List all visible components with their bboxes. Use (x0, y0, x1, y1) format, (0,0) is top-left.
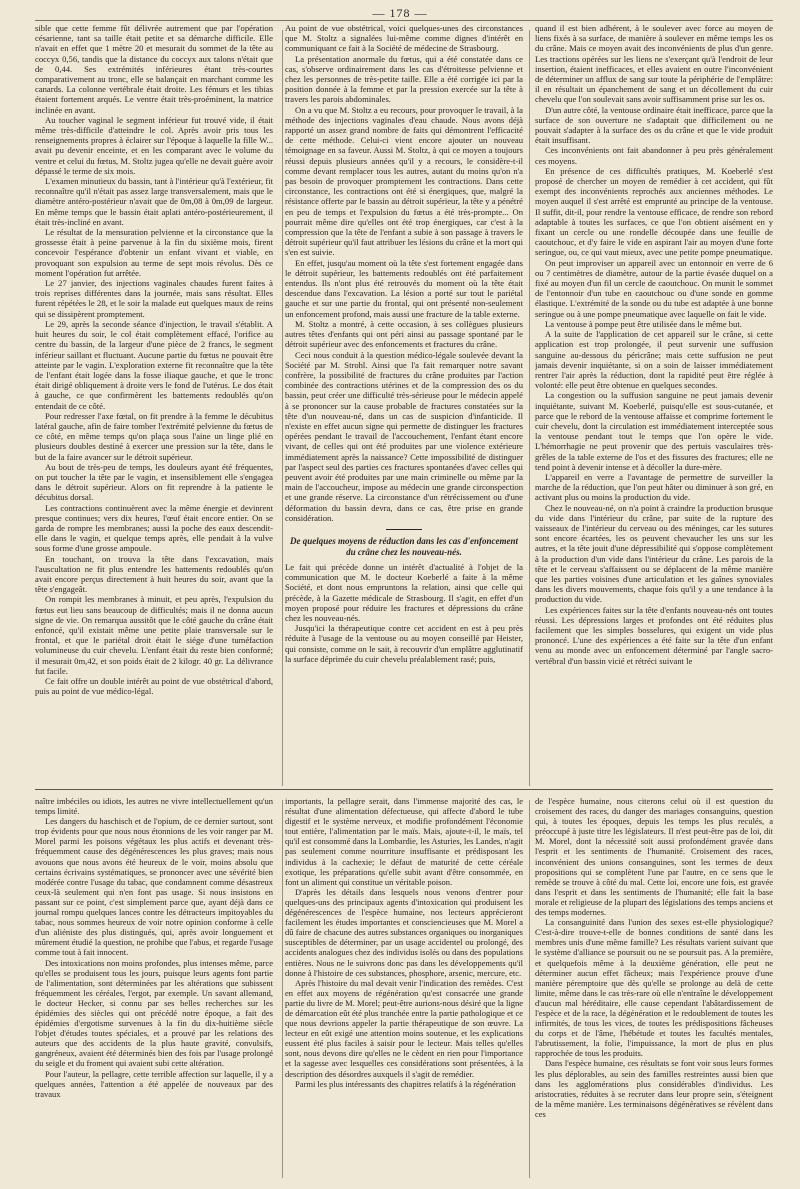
paragraph: de l'espèce humaine, nous citerons celui où il est question du croisement des races, du danger des mariages consanguins, question qui, à toutes les époques, depuis les temps les plus reculés, a préoccupé à juste titre les législateurs. Il n'est peut-être pas de loi, dit M. Morel, dont la nécessité soit aussi profondément gravée dans l'esprit et les sentiments de l'humanité. Croisement des races, inconvénient des unions consanguines, sont les termes de deux propositions qui se complètent l'une par l'autre, en ce sens que le remède se trouve à côté du mal. Cette loi, encore une fois, est gravée dans l'esprit et dans les sentiments de l'humanité; elle fait la base morale et religieuse de la plupart des législations des temps anciens et des temps modernes. (535, 796, 773, 918)
lower-right-column (535, 796, 773, 1181)
paragraph: M. Stoltz a montré, à cette occasion, à ses collègues plusieurs autres têtes d'enfants qui ont péri ainsi au passage spontané par le détroit supérieur avec des enfoncements et fractures du crâne. (285, 318, 523, 350)
column-divider (529, 30, 530, 786)
paragraph: Chez le nouveau-né, on n'a point à craindre la production brusque du vide dans l'intérieur du crâne, par suite de la rupture des vaisseaux de l'intérieur du cerveau ou des méninges, car les sutures sont encore écartées, les os peuvent chevaucher les uns sur les autres, et la tête jouit d'une dépressibilité qui s'oppose complètement à la production d'un vide dans l'intérieur du crâne. Les parois de la tête et le cerveau s'affaissent ou se déplacent de la même manière que les parties voisines d'une articulation et les gaînes synoviales dans les divers mouvements, chaque fois qu'il y a une tendance à la production du vide. (535, 502, 773, 605)
paragraph: L'examen minutieux du bassin, tant à l'intérieur qu'à l'extérieur, fit reconnaître qu'il n'était pas assez large transversalement, mais que le diamètre antéro-postérieur n'avait que de 0m,08 à 0m,09 de largeur. En même temps que le bassin était aplati antéro-postérieurement, il était très-incliné en avant. (35, 176, 273, 227)
column-divider (282, 800, 283, 1178)
lower-columns (35, 796, 773, 1181)
paragraph: En présence de ces difficultés pratiques, M. Koeberlé s'est proposé de chercher un moyen de remédier à cet accident, qui fût exempt des inconvénients reprochés aux anciennes méthodes. Le moyen auquel il s'est arrêté est emprunté au principe de la ventouse. Il suffit, dit-il, pour rendre la ventouse efficace, de rendre son rebord adaptable à toutes les surfaces, ce que l'on obtient aisément en y fixant un cercle ou une rondelle découpée dans une feuille de caoutchouc, et d'y faire le vide en aspirant l'air au moyen d'une forte seringue, ou, ce qui vaut mieux, avec une petite pompe pneumatique. (535, 165, 773, 258)
paragraph: Pour redresser l'axe fœtal, on fit prendre à la femme le décubitus latéral gauche, afin de faire tomber l'extrémité pelvienne du fœtus de ce côté, en même temps qu'on plaça sous l'aine un linge plié en plusieurs doubles destiné à exercer une pression sur la tête, dans le but de la faire avancer sur le détroit supérieur. (35, 410, 273, 462)
paragraph: Au toucher vaginal le segment inférieur fut trouvé vide, il était même très-difficile d'atteindre le col. Après avoir pris tous les renseignements propres à éclairer sur l'époque à laquelle la fille W... avait pu devenir enceinte, et en les comparant avec le volume du ventre et celui du fœtus, M. Stoltz jugea qu'elle ne devait guère avoir dépassé le terme de six mois. (35, 114, 273, 176)
paragraph: On a vu que M. Stoltz a eu recours, pour provoquer le travail, à la méthode des injections vaginales d'eau chaude. Nous avons déjà rapporté un assez grand nombre de faits qui démontrent l'efficacité de cette méthode. Celui-ci vient encore ajouter un nouveau témoignage en sa faveur. Aussi M. Stoltz, à qui ce moyen a toujours réussi depuis plusieurs années qu'il y a recours, le considère-t-il comme devant remplacer tous les autres, autant du moins qu'on n'a pas besoin de provoquer promptement les contractions. Dans cette circonstance, les contractions ont été si énergiques, que, malgré la résistance offerte par le bassin au détroit supérieur, la tête y a pénétré en peu de temps et l'expulsion du fœtus a été très-prompte... On pourrait même dire qu'elles ont été trop énergiques, car c'est à la compression que la tête de l'enfant a subie à son passage à travers le détroit supérieur qu'il faut attribuer les lésions du crâne et la mort qui s'en est suivie. (285, 104, 523, 258)
paragraph: Le 27 janvier, des injections vaginales chaudes furent faites à trois reprises différentes dans la journée, mais sans résultat. Elles furent répétées le 28, et le soir la malade eut quelques maux de reins qui se dissipèrent promptement. (35, 278, 273, 319)
paragraph: Le fait qui précède donne un intérêt d'actualité à l'objet de la communication que M. le docteur Koeberlé a faite à la même Société, et dont nous empruntons la relation, ainsi que celle qui précède, à la Gazette médicale de Strasbourg. Il s'agit, en effet d'un moyen proposé pour réduire les fractures et dépressions du crâne chez les nouveau-nés. (285, 561, 523, 623)
upper-left-column (35, 23, 273, 788)
paragraph: Les expériences faites sur la tête d'enfants nouveau-nés ont toutes réussi. Les dépressions larges et profondes ont été réduites plus facilement que les simples bosselures, qui exigent un vide plus prononcé. L'une des expériences a été faite sur la tête d'un enfant venu au monde avec un enfoncement déterminé par l'angle sacro-vertébral d'un bassin vicié et rétréci suivant le (535, 604, 773, 666)
column-divider (529, 800, 530, 1178)
paragraph: Au point de vue obstétrical, voici quelques-unes des circonstances que M. Stoltz a signalées lui-même comme dignes d'intérêt en communiquant ce fait à la Société de médecine de Strasbourg. (285, 23, 523, 54)
page-number: — 178 — (372, 6, 428, 20)
paragraph: Ce fait offre un double intérêt au point de vue obstétrical d'abord, puis au point de vue médico-légal. (35, 676, 273, 697)
paragraph: importants, la pellagre serait, dans l'immense majorité des cas, le résultat d'une alimentation défectueuse, qui affecte d'abord le tube digestif et le système nerveux, et modifie profondément l'économie tout entière, l'alimentation par le maïs. Mais, ajoute-t-il, le maïs, tel qu'il est consommé dans la Lombardie, les Asturies, les Landes, n'agit pas seulement comme nourriture insuffisante et prédisposant les individus à la cachexie; le défaut de maturité de cette céréale exotique, les préparations qu'elle subit avant d'être consommée, en font un aliment qui constitue un véritable poison. (285, 796, 523, 887)
paragraph: La présentation anormale du fœtus, qui a été constatée dans ce cas, s'observe ordinairement dans les cas d'étroitesse pelvienne et chez les personnes de très-petite taille. Elle a été corrigée ici par la position donnée à la femme et par la pression exercée sur la tête à travers les parois abdominales. (285, 53, 523, 105)
paragraph: Pour l'auteur, la pellagre, cette terrible affection sur laquelle, il y a quelques années, l'attention a été appelée de nouveaux par des travaux (35, 1068, 273, 1099)
lower-middle-column (285, 796, 523, 1181)
header-rule (35, 20, 773, 21)
paragraph: Des intoxications non moins profondes, plus intenses même, parce qu'elles se produisent tous les jours, puisque leurs agents font partie de l'alimentation, sont déterminées par les altérations que subissent fréquemment les céréales, l'ergot, par exemple. Un savant allemand, le docteur Hecker, si connu par ses belles recherches sur les épidémies des siècles qui ont précédé notre époque, a fait des épidémies d'ergotisme survenues à la fin du dix-huitième siècle l'objet d'études toutes spéciales, et a prouvé par les relations des auteurs que des accidents de la plus haute gravité, convulsifs, gangréneux, avaient été déterminés bien des fois par l'usage prolongé du seigle et du froment qui avaient subi cette altération. (35, 957, 273, 1069)
paragraph: Jusqu'ici la thérapeutique contre cet accident en est à peu près réduite à l'usage de la ventouse ou au moyen conseillé par Heister, qui consiste, comme on le sait, à recouvrir d'un emplâtre agglutinatif la surface déprimée du cuir chevelu préalablement rasé; puis, (285, 623, 523, 664)
paragraph: Le 29, après la seconde séance d'injection, le travail s'établit. A huit heures du soir, le col était complètement effacé, l'orifice au centre du bassin, de la largeur d'une pièce de 2 francs, le segment inférieur saillant et fluctuant. Aucune partie du fœtus ne pouvait être atteinte par le vagin. L'exploration externe fit reconnaître que la tête de l'enfant était logée dans la fosse iliaque gauche, et que le tronc était dirigé obliquement à droite vers le fond de l'utérus. Le dos était à gauche, ce que confirmèrent les battements redoublés qu'on entendait de ce côté. (35, 318, 273, 411)
column-divider (282, 30, 283, 786)
paragraph: D'un autre côté, la ventouse ordinaire était inefficace, parce que la surface de son ouverture ne s'adaptait que difficilement ou ne pouvait s'adapter à la surface des os du crâne et que le vide produit était insuffisant. (535, 104, 773, 146)
lower-left-column (35, 796, 273, 1181)
paragraph: La congestion ou la suffusion sanguine ne peut jamais devenir inquiétante, suivant M. Koeberlé, puisqu'elle est sous-cutanée, et parce que le rebord de la ventouse affaisse et comprime fortement le cuir chevelu, dont la circulation est immédiatement interceptée sous la ventouse pendant tout le temps que l'on opère le vide. L'hémorrhagie ne peut provenir que des pertuis vasculaires très-grêles de la table externe de l'os et des fissures des fractures; elle ne tend point à devenir intense et à décoller la dure-mère. (535, 390, 773, 472)
upper-middle-column (285, 23, 523, 788)
paragraph: Ces inconvénients ont fait abandonner à peu près généralement ces moyens. (535, 145, 773, 166)
paragraph: Dans l'espèce humaine, ces résultats se font voir sous leurs formes les plus déplorables, au sein des familles restreintes aussi bien que dans les agglomérations plus considérables d'individus. Les aristocraties, réduites à se recruter dans leur propre sein, s'éteignent de la même manière. Les terminaisons dégénératives se révèlent dans ces (535, 1058, 773, 1119)
middle-column-text-b (285, 562, 523, 664)
paragraph: A la suite de l'application de cet appareil sur le crâne, si cette application est trop prolongée, il peut survenir une suffusion sanguine au-dessous du péricrâne; mais cette suffusion ne peut jamais devenir inquiétante, si on a soin de laisser immédiatement rentrer l'air après la réduction, dont la rapidité peut être réglée à volonté: elle peut être obtenue en quelques secondes. (535, 329, 773, 391)
paragraph: On peut improviser un appareil avec un entonnoir en verre de 6 ou 7 centimètres de diamètre, autour de la partie évasée duquel on a fixé au moyen d'un fil un cercle de caoutchouc. On munit le sommet de l'entonnoir d'un tube en caoutchouc ou d'une sonde en gomme élastique. L'extrémité de la sonde ou du tube est adaptée à une bonne seringue ou à une pompe pneumatique avec laquelle on fait le vide. (535, 257, 773, 319)
paragraph: Les contractions continuèrent avec la même énergie et devinrent presque continues; vers dix heures, l'œuf était encore entier. On se garda de rompre les membranes; aussi la poche des eaux descendit-elle dans le vagin, et quelque temps après, elle pendait à la vulve sous forme d'une grosse ampoule. (35, 502, 273, 554)
paragraph: naître imbéciles ou idiots, les autres ne vivre intellectuellement qu'un temps limité. (35, 796, 273, 817)
article-heading: De quelques moyens de réduction dans les cas d'enfoncement du crâne chez les nouveau-nés. (290, 535, 518, 557)
paragraph: Ceci nous conduit à la question médico-légale soulevée devant la Société par M. Strohl. Ainsi que l'a fait remarquer notre savant confrère, la possibilité de fractures du crâne produites par l'action combinée des contractions utérines et de la compression des os du bassin, peut créer une difficulté très-sérieuse pour le médecin appelé à se prononcer sur la cause probable de fractures constatées sur la tête d'un nouveau-né, dans un cas de suspicion d'infanticide. Il n'existe en effet aucun signe qui permette de distinguer les fractures opérées pendant le travail de l'accouchement, l'enfant étant encore vivant, de celles qui ont été produites par une violence extérieure immédiatement après la naissance? Cette impossibilité de distinguer par l'aspect seul des parties ces fractures spontanées d'avec celles qui peuvent avoir été produites par une main criminelle ou même par la main de l'accoucheur, impose au médecin une grande circonspection et une grande réserve. La circonstance d'un rétrécissement ou d'une déformation du bassin devra, dans ce cas, être prise en grande considération. (285, 349, 523, 523)
upper-right-column (535, 23, 773, 788)
paragraph: Après l'histoire du mal devait venir l'indication des remèdes. C'est en effet aux moyens de régénération qu'est consacrée une grande partie du livre de M. Morel; peut-être aurions-nous désiré que la ligne de démarcation eût été plus tranchée entre la partie pathologique et ce que nous devrions appeler la partie thérapeutique de son œuvre. La lecteur en eût exigé une attention moins soutenue, et les explications eussent été plus faciles à saisir pour le lecteur. Mais telles qu'elles sont, nous devons dire qu'elles ne le cèdent en rien pour l'importance et la sagesse avec lesquelles ces considérations sont présentées, à la description des désordres auxquels il s'agit de remédier. (285, 977, 523, 1079)
paragraph: sible que cette femme fût délivrée autrement que par l'opération césarienne, tant sa taille était petite et sa démarche difficile. Elle n'avait en effet que 1 mètre 20 et mesurait du sommet de la tête au coccyx 0,56, tandis que la distance du coccyx aux talons n'était que de 0,44. Ses extrémités inférieures étant très-courtes comparativement au tronc, elle se balançait en marchant comme les canards. La colonne vertébrale était droite. Les fémurs et les tibias étaient fortement arqués. Le ventre était très-proéminent, la matrice inclinée en avant. (35, 23, 273, 115)
section-rule (35, 789, 773, 790)
paragraph: La ventouse à pompe peut être utilisée dans le même but. (545, 318, 742, 329)
paragraph: D'après les détails dans lesquels nous venons d'entrer pour quelques-uns des principaux agents d'intoxication qui produisent les dégénérescences de l'espèce humaine, nos lecteurs apprécieront facilement les études importantes et consciencieuses que M. Morel a dû faire de chacune des autres substances organiques ou inorganiques susceptibles de déterminer, par un usage accidentel ou prolongé, des accidents analogues chez des individus isolés ou dans des populations entières. Nous ne le suivrons donc pas dans les développements qu'il donne à l'histoire de ces substances, phosphore, arsenic, mercure, etc. (285, 886, 523, 978)
paragraph: La consanguinité dans l'union des sexes est-elle physiologique? C'est-à-dire trouve-t-elle de bonnes conditions de santé dans les membres unis d'une même famille? Les résultats varient suivant que le système d'alliance se poursuit ou ne se poursuit pas. A la première, et quelquefois même à la deuxième génération, elle peut ne déterminer aucun effet fâcheux; mais l'expérience prouve d'une manière péremptoire que dès qu'elle se prolonge au delà de cette limite, même dans le cas très-rare où elle n'entraîne le développement d'aucun mal héréditaire, elle cause cependant l'abâtardissement de l'espèce et de la race, la dégénération et le redoublement de toutes les infirmités, de tous les vices, de toutes les prédispositions fâcheuses du corps et de l'âme, l'hébétude et toutes les facultés mentales, l'abrutissement, la folie, l'impuissance, la mort de plus en plus rapprochée de tous les produits. (535, 917, 773, 1059)
paragraph: Le résultat de la mensuration pelvienne et la circonstance que la grossesse était à peine parvenue à la fin du sixième mois, firent concevoir l'espérance d'obtenir un enfant vivant et viable, en provoquant son expulsion au terme de sept mois révolus. Dès ce moment l'opération fut arrêtée. (35, 227, 273, 278)
paragraph: En effet, jusqu'au moment où la tête s'est fortement engagée dans le détroit supérieur, les battements redoublés ont été parfaitement entendus. Ils n'ont plus été retrouvés du moment où la tête était descendue dans l'excavation. La lésion a porté sur tout le pariétal gauche et sur une partie du frontal, qui ont présenté non-seulement un enfoncement profond, mais aussi une fracture de la table externe. (285, 257, 523, 319)
section-divider (285, 529, 523, 530)
paragraph: Au bout de très-peu de temps, les douleurs ayant été fréquentes, on put toucher la tête par le vagin, et insensiblement elle s'engagea dans le détroit supérieur. Alors on fit reprendre à la patiente le décubitus dorsal. (35, 461, 273, 503)
paragraph: On rompit les membranes à minuit, et peu après, l'expulsion du fœtus eut lieu sans beaucoup de difficultés; mais il ne donna aucun signe de vie. On remarqua aussitôt que le côté gauche du crâne était enfoncé, qu'il existait même une petite plaie transversale sur le frontal, et que le pariétal droit était le siége d'une tuméfaction volumineuse du cuir chevelu. L'enfant était du reste bien conformé; il mesurait 0m,42, et son poids était de 2 kilogr. 40 gr. La délivrance fut facile. (35, 594, 273, 676)
upper-columns (35, 23, 773, 788)
paragraph: Parmi les plus intéressants des chapitres relatifs à la régénération (295, 1078, 516, 1089)
paragraph: quand il est bien adhérent, à le soulever avec force au moyen de liens fixés à sa surface, de manière à soulever en même temps les os du crâne. Mais ce moyen avait des inconvénients de plus d'un genre. Les tractions opérées sur les liens ne s'exerçant qu'à l'endroit de leur insertion, étaient inefficaces, et elles avaient en outre l'inconvénient de déterminer un afflux de sang sur toute la périphérie de l'emplâtre: il en résultait un épanchement de sang et un décollement du cuir chevelu que l'on soulevait sans avoir suffisamment prise sur les os. (535, 23, 773, 105)
paragraph: L'appareil en verre a l'avantage de permettre de surveiller la marche de la réduction, que l'on peut hâter ou diminuer à son gré, en activant plus ou moins la production du vide. (535, 471, 773, 503)
paragraph: En touchant, on trouva la tête dans l'excavation, mais l'auscultation ne fit plus entendre les battements redoublés qu'on avait encore perçus directement à huit heures du soir, avant que la tête s'engageât. (35, 553, 273, 595)
paragraph: Les dangers du haschisch et de l'opium, de ce dernier surtout, sont trop évidents pour que nous nous étonnions de les voir ranger par M. Morel parmi les poisons végétaux les plus actifs et devenant très-fréquemment cause des dégénérescences les plus graves; mais nous avouons que nous avons été heureux de le voir, moins absolu que certains écrivains systématiques, se prononcer avec une sévérité bien modérée contre l'usage du tabac, que condamnent comme désastreux ceux-là seulement qui n'en font pas usage. Si nous insistons en passant sur ce point, c'est simplement parce que, ayant déjà dans ce journal rompu quelques lances contre les détracteurs impitoyables du tabac, nous sommes heureux de voir notre opinion conforme à celle d'un aliéniste des plus distingués, qui, après avoir longuement et mûrement étudié la question, ne prohibe que l'abus, et regarde l'usage comme tout à fait innocent. (35, 816, 273, 958)
middle-column-text-a (285, 23, 523, 523)
